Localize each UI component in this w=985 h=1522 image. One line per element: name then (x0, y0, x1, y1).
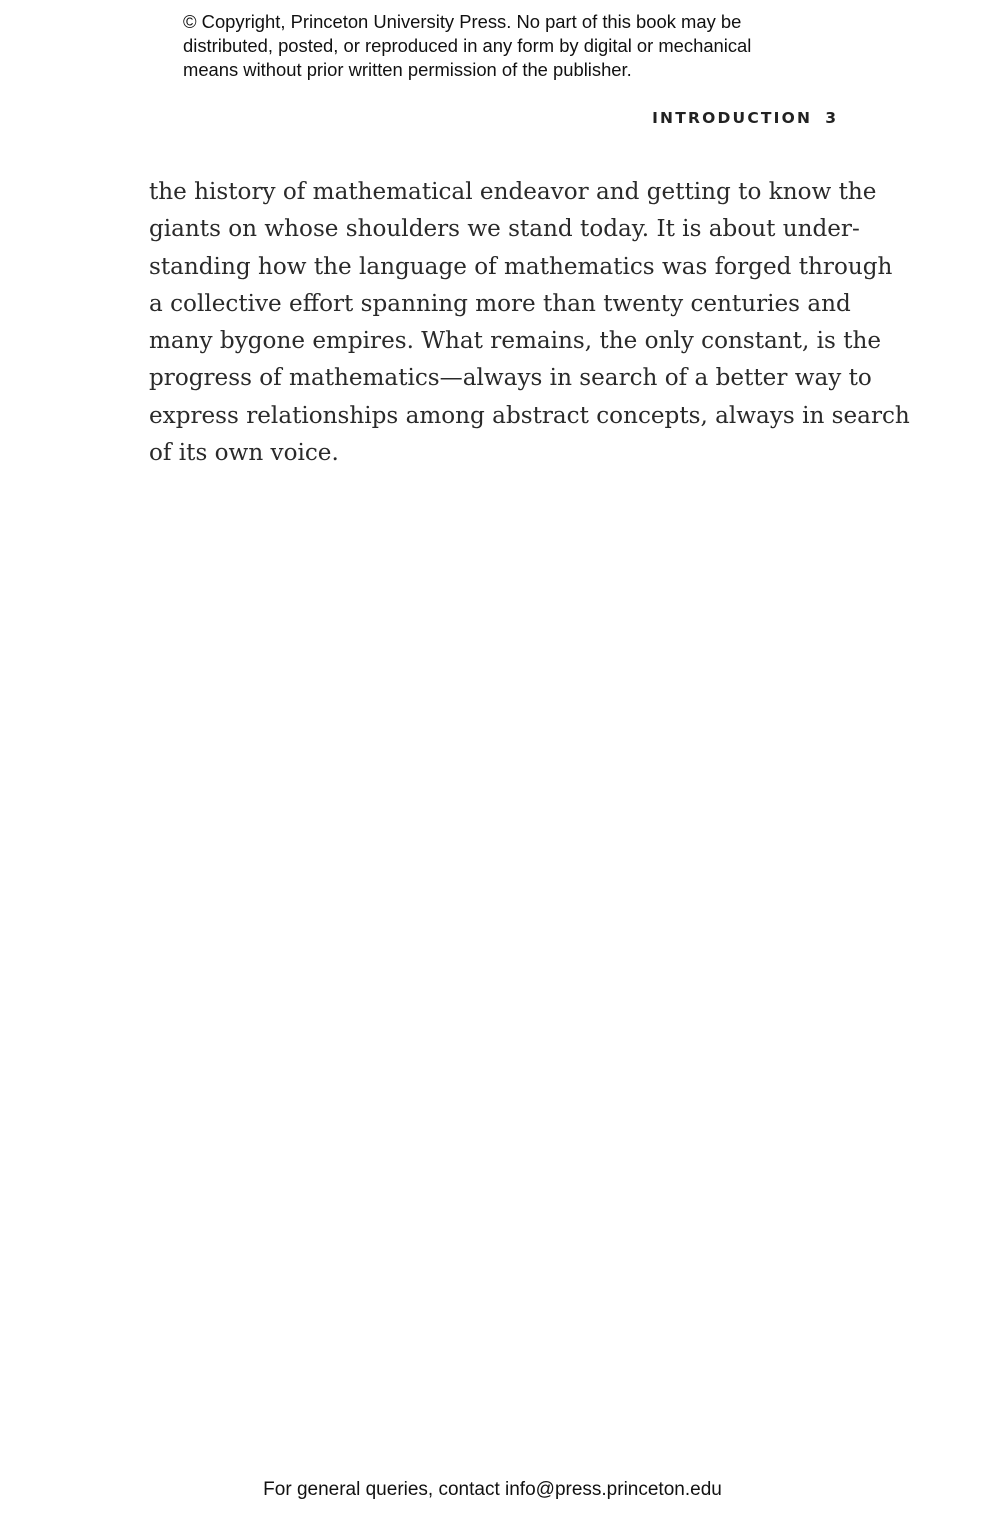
paragraph-line: giants on whose shoulders we stand today. It is about under- (149, 216, 860, 243)
copyright-line: distributed, posted, or reproduced in any form by digital or mechanical (183, 35, 752, 56)
copyright-line: © Copyright, Princeton University Press. No part of this book may be (183, 11, 742, 32)
body-paragraph (149, 174, 910, 472)
paragraph-line: standing how the language of mathematics was forged through (149, 253, 893, 280)
footer-contact: For general queries, contact info@press.princeton.edu (263, 1479, 722, 1500)
paragraph-line: express relationships among abstract concepts, always in search (149, 402, 910, 429)
page-number: 3 (825, 109, 836, 127)
running-head (652, 109, 836, 127)
chapter-title: INTRODUCTION (652, 109, 813, 127)
copyright-line: means without prior written permission of the publisher. (183, 59, 632, 80)
paragraph-line: of its own voice. (149, 440, 339, 467)
paragraph-line: a collective effort spanning more than twenty centuries and (149, 290, 851, 317)
paragraph-line: the history of mathematical endeavor and getting to know the (149, 179, 877, 205)
paragraph-line: many bygone empires. What remains, the only constant, is the (149, 328, 882, 355)
paragraph-line: progress of mathematics—always in search of a better way to (149, 365, 872, 392)
copyright-notice (183, 10, 823, 82)
